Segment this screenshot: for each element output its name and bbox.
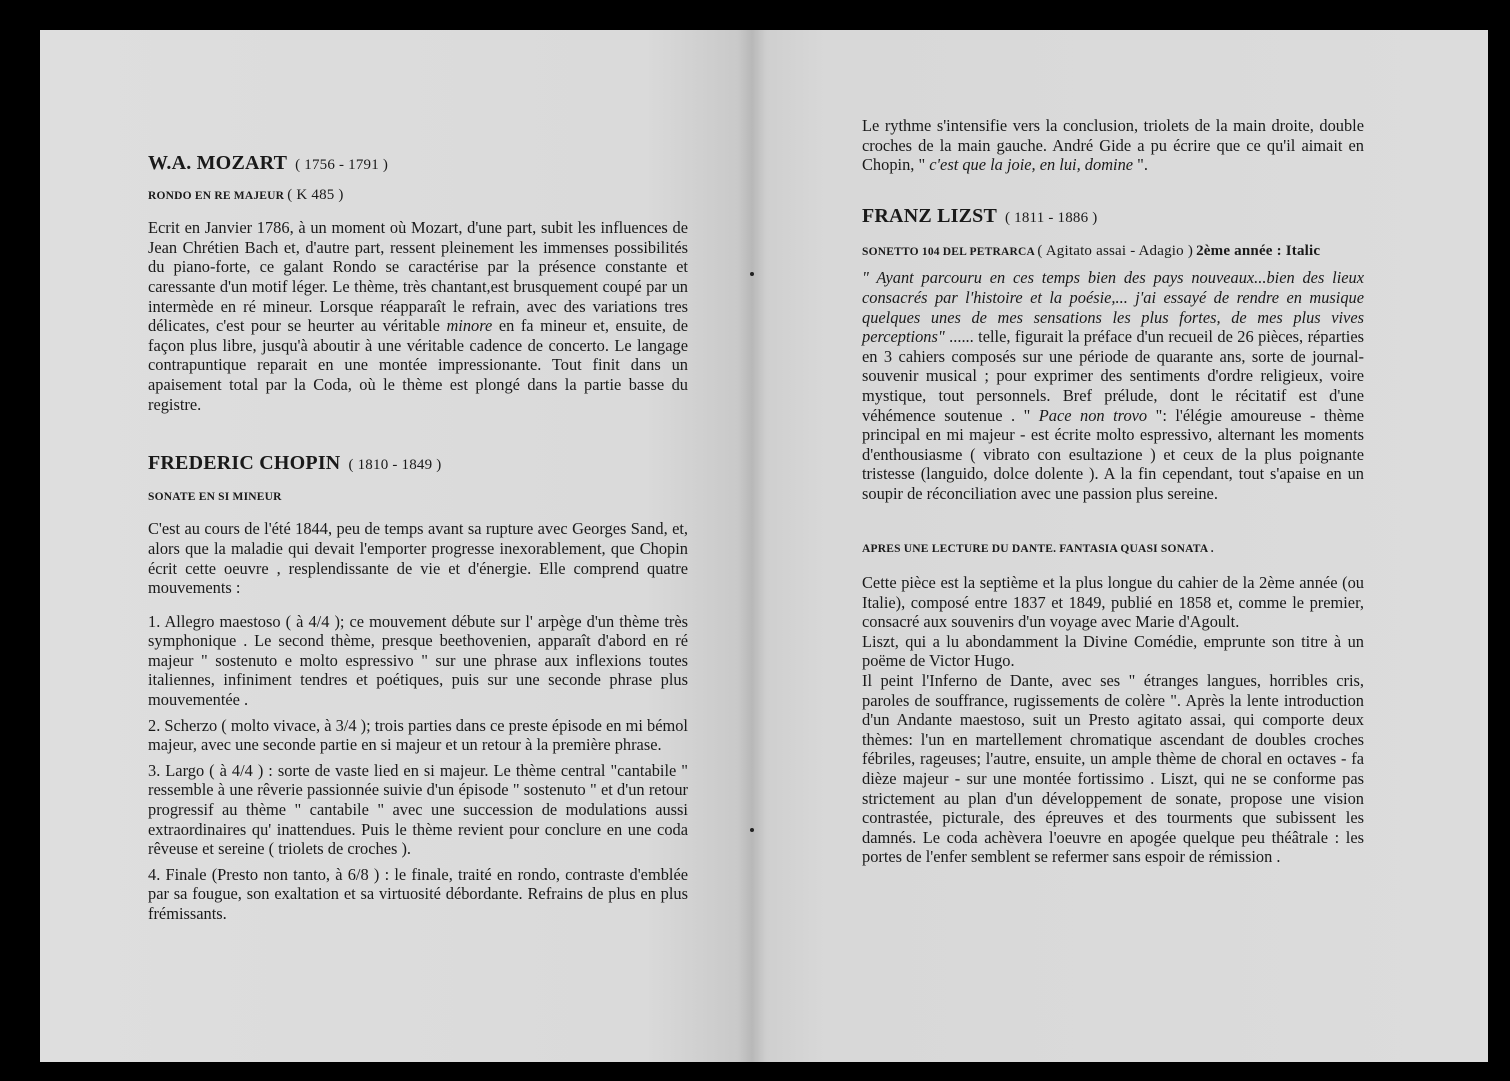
mozart-heading xyxy=(148,154,688,176)
composer-name: W.A. MOZART xyxy=(148,152,288,174)
italic-run: minore xyxy=(446,316,493,336)
chopin-movement-4: 4. Finale (Presto non tanto, à 6/8 ) : le finale, traité en rondo, contraste d'emblée par sa fougue, son exaltation et sa virtuosité débordante. Refrains de plus en plus frémissants. xyxy=(148,864,688,923)
composer-dates: ( 1810 - 1849 ) xyxy=(348,457,442,474)
staple-bottom xyxy=(750,828,754,832)
work-collection: 2ème année : Italic xyxy=(1196,243,1321,260)
mozart-work-title xyxy=(148,186,688,207)
text-run: Le rythme s'intensifie vers la conclusion, triolets de la main droite, double croches de la main gauche. André Gide a pu écrire que ce qu'il aimait en Chopin, " xyxy=(862,116,1364,175)
composer-name: FREDERIC CHOPIN xyxy=(148,452,341,475)
composer-name: FRANZ LIZST xyxy=(862,204,998,227)
chopin-movement-1: 1. Allegro maestoso ( à 4/4 ); ce mouvement débute sur l' arpège d'un thème très symphonique . Le second thème, presque beethovenien, apparaît d'abord en ré majeur " sostenuto e molto espressivo " sur une phrase aux inflexions toutes italiennes, infiniment tendres et poétiques, puis sur une seconde phrase plus mouvementée . xyxy=(148,611,688,710)
liszt-dante-paragraph-2: Liszt, qui a lu abondamment la Divine Comédie, emprunte son titre à un poëme de Victor Hugo. xyxy=(862,631,1364,671)
left-column xyxy=(148,120,688,930)
composer-dates: ( 1756 - 1791 ) xyxy=(295,157,389,173)
liszt-heading xyxy=(862,204,1364,229)
right-column xyxy=(862,116,1364,867)
work-title: RONDO EN RE MAJEUR xyxy=(148,189,285,202)
liszt-sonetto-paragraph xyxy=(862,268,1364,503)
left-page xyxy=(40,30,752,1062)
liszt-work1-title xyxy=(862,242,1364,262)
chopin-intro: C'est au cours de l'été 1844, peu de temps avant sa rupture avec Georges Sand, et, alors que la maladie qui devait l'emporter progresse inexorablement, que Chopin écrit cette oeuvre , resplendissante de vie et d'énergie. Elle comprend quatre mouvements : xyxy=(148,519,688,598)
liszt-work2-title: APRES UNE LECTURE DU DANTE. FANTASIA QUASI SONATA . xyxy=(862,542,1214,555)
work-tempo: ( Agitato assai - Adagio ) xyxy=(1037,243,1194,260)
chopin-movement-2: 2. Scherzo ( molto vivace, à 3/4 ); trois parties dans ce preste épisode en mi bémol majeur, avec une seconde partie en si majeur et un retour à la première phrase. xyxy=(148,715,688,755)
work-catalog: ( K 485 ) xyxy=(287,186,344,203)
chopin-heading xyxy=(148,454,688,476)
mozart-paragraph xyxy=(148,218,688,414)
text-run: en fa mineur et, ensuite, de façon plus libre, jusqu'à aboutir à une véritable cadence de concerto. Le langage contrapuntique reparait en une montée impressionante. Tout finit dans un apaisement total par la Coda, où le thème est plongé dans la partie basse du registre. xyxy=(148,316,689,414)
text-run: ...... telle, figurait la préface d'un recueil de 26 pièces, réparties en 3 cahiers composés sur une période de quarante ans, sorte de journal-souvenir musical ; pour exprimer des sentiments d'ordre religieux, voire mystique, tout personnels. Bref prélude, dont le récitatif est d'une véhémence soutenue . " xyxy=(862,327,1364,425)
liszt-dante-paragraph-1: Cette pièce est la septième et la plus longue du cahier de la 2ème année (ou Italie), composé entre 1837 et 1849, publié en 1858 et, comme le premier, consacré aux souvenirs d'un voyage avec Marie d'Agoult. xyxy=(862,573,1364,632)
chopin-work-title: SONATE EN SI MINEUR xyxy=(148,490,282,503)
right-page xyxy=(752,30,1488,1062)
text-run: ": l'élégie amoureuse - thème principal en mi majeur - est écrite molto espressivo, alternant les moments d'enthousiasme ( vibrato con esultazione ) et ceux de la plus poignante tristesse (languido, dolce dolente ). A la fin cependant, tout s'apaise en un soupir de réconciliation avec une passion plus sereine. xyxy=(862,405,1365,503)
text-run: ". xyxy=(1133,155,1148,175)
staple-top xyxy=(750,272,754,276)
composer-dates: ( 1811 - 1886 ) xyxy=(1005,209,1098,226)
liszt-dante-paragraph-3: Il peint l'Inferno de Dante, avec ses " étranges langues, horribles cris, paroles de souffrance, rugissements de colère ". Après la lente introduction d'un Andante maestoso, suit un Presto agitato assai, qui comporte deux thèmes: l'un en martellement chromatique ascendant de doubles croches fébriles, rageuses; l'autre, ensuite, un ample thème de choral en octaves - fa dièze majeur - sur une montée fortissimo . Liszt, qui ne se conforme pas strictement au plan d'un développement de sonate, propose une vision contrastée, picturale, des épreuves et des tourments que subissent les damnés. Le coda achèvera l'oeuvre en apogée quelque peu théâtrale : les portes de l'enfer semblent se refermer sans espoir de rémission . xyxy=(862,671,1364,867)
work-title: SONETTO 104 DEL PETRARCA xyxy=(862,246,1035,259)
chopin-continuation xyxy=(862,116,1364,175)
italic-run: c'est que la joie, en lui, domine xyxy=(929,155,1134,175)
chopin-movement-3: 3. Largo ( à 4/4 ) : sorte de vaste lied en si majeur. Le thème central "cantabile " ressemble à une rêverie passionnée suivie d'un épisode " sostenuto " et d'un retour progressif au thème " cantabile " avec une succession de modulations aussi extraordinaires qu' inattendues. Puis le thème revient pour conclure en une coda rêveuse et sereine ( triolets de croches ). xyxy=(148,760,688,859)
text-run: Ecrit en Janvier 1786, à un moment où Mozart, d'une part, subit les influences de Jean Chrétien Bach et, d'autre part, ressent pleinement les immenses possibilités du piano-forte, ce galant Rondo se caractérise par la présence constante et caressante d'un motif léger. Le thème, très chantant,est brusquement coupé par un intermède en ré mineur. Lorsque réapparaît le refrain, avec des variations tres délicates, c'est pour se heurter au véritable xyxy=(148,218,688,336)
italic-run: Pace non trovo xyxy=(1038,405,1148,425)
italic-run: " Ayant parcouru en ces temps bien des pays nouveaux...bien des lieux consacrés par l'histoire et la poésie,... j'ai essayé de rendre en musique quelques unes de mes sensations les plus fortes, de mes plus vives perceptions" xyxy=(862,268,1364,347)
